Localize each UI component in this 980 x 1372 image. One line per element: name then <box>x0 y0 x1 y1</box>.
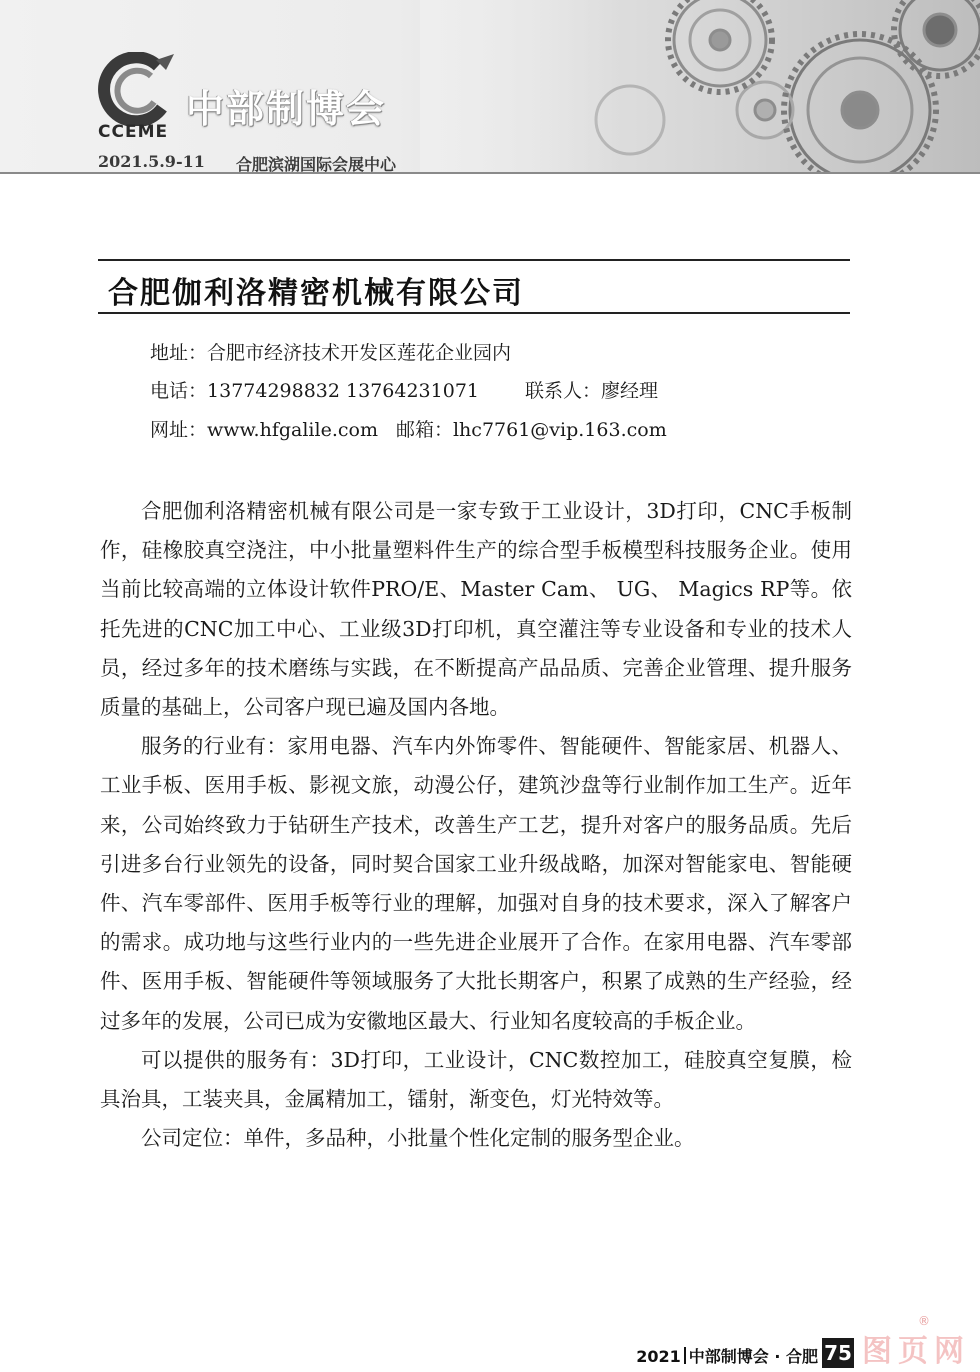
paragraph-positioning: 公司定位：单件，多品种，小批量个性化定制的服务型企业。 <box>141 1126 695 1151</box>
footer-divider <box>684 1347 686 1364</box>
website-label: 网址： <box>150 419 208 441</box>
address-value: 合肥市经济技术开发区莲花企业园内 <box>207 342 512 364</box>
email-label: 邮箱： <box>395 419 453 441</box>
phone-line <box>150 382 658 401</box>
paragraph-industries: 服务的行业有：家用电器、汽车内外饰零件、智能硬件、智能家居、机器人、工业手板、医用手板、影视文旅，动漫公仔，建筑沙盘等行业制作加工生产。近年来，公司始终致力于钻研生产技术，改善生产工艺，提升对客户的服务品质。先后引进多台行业领先的设备，同时契合国家工业升级战略，加深对智能家电、智能硬件、汽车零部件、医用手板等行业的理解，加强对自身的技术要求，深入了解客户的需求。成功地与这些行业内的一些先进企业展开了合作。在家用电器、汽车零部件、医用手板、智能硬件等领域服务了大批长期客户，积累了成熟的生产经验，经过多年的发展，公司已成为安徽地区最大、行业知名度较高的手板企业。 <box>100 734 852 1033</box>
paragraph-services: 可以提供的服务有：3D打印，工业设计，CNC数控加工，硅胶真空复膜，检具治具，工装夹具，金属精加工，镭射，渐变色，灯光特效等。 <box>100 1047 852 1112</box>
email-link[interactable]: lhc7761@vip.163.com <box>452 419 667 441</box>
header-banner <box>0 0 980 172</box>
header-divider <box>0 172 980 174</box>
footer-expo: 中部制博会 · 合肥 <box>688 1347 818 1366</box>
address-label: 地址： <box>150 342 208 364</box>
footer-year: 2021 <box>636 1347 681 1366</box>
expo-date: 2021.5.9-11 <box>98 152 205 171</box>
expo-venue: 合肥滨湖国际会展中心 <box>236 155 397 172</box>
watermark-registered-icon: ® <box>918 1314 930 1328</box>
page-footer <box>636 1344 818 1367</box>
company-title: 合肥伽利洛精密机械有限公司 <box>108 276 524 311</box>
contact-person-value: 廖经理 <box>601 380 659 402</box>
title-top-rule <box>98 259 850 261</box>
watermark: 图页网 <box>862 1334 970 1369</box>
cceme-logo-icon <box>96 52 182 126</box>
company-description <box>100 492 852 1158</box>
phone-label: 电话： <box>150 380 208 402</box>
address-line <box>150 344 511 363</box>
paragraph-intro: 合肥伽利洛精密机械有限公司是一家专致于工业设计，3D打印，CNC手板制作，硅橡胶真空浇注，中小批量塑料件生产的综合型手板模型科技服务企业。使用当前比较高端的立体设计软件PRO/E、Master Cam、 UG、 Magics RP等。依托先进的CNC加工中心、工业级3D打印机，真空灌注等专业设备和专业的技术人员，经过多年的技术磨练与实践，在不断提高产品品质、完善企业管理、提升服务质量的基础上，公司客户现已遍及国内各地。 <box>100 499 852 720</box>
logo-text: CCEME <box>98 122 169 142</box>
website-link[interactable]: www.hfgalile.com <box>207 419 378 441</box>
title-bottom-rule <box>98 312 850 314</box>
page-number: 75 <box>822 1338 854 1368</box>
contact-person-label: 联系人： <box>525 380 602 402</box>
machinery-gears-image <box>420 0 980 172</box>
web-email-line <box>150 421 667 440</box>
phone-value: 13774298832 13764231071 <box>207 380 479 402</box>
expo-name: 中部制博会 <box>186 87 387 131</box>
